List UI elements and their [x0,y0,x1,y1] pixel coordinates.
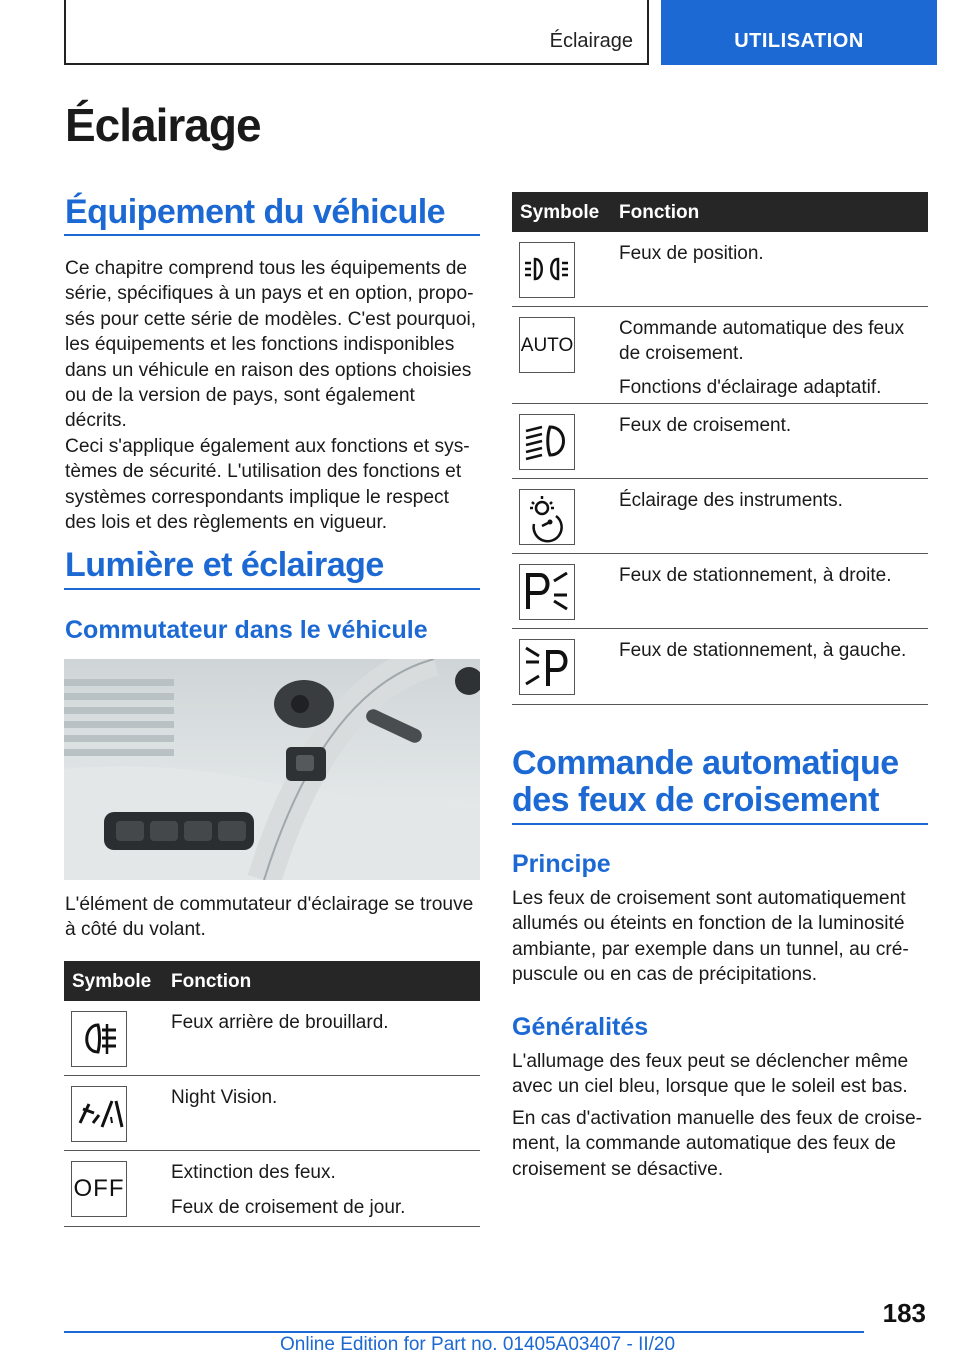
table-row [512,479,928,554]
function-text: Night Vision. [171,1087,278,1108]
night-vision-icon [71,1086,127,1142]
text-line: ment, la commande automatique des feux de [512,1133,896,1155]
symbol-label: OFF [73,1175,125,1202]
text-line: Ceci s'applique également aux fonctions et sys- [65,435,470,457]
parking-light-right-icon [519,564,575,620]
row-divider [512,704,928,705]
auto-low-beam-heading [512,745,899,819]
principe-paragraph [512,886,928,988]
column-header-function: Fonction [619,202,700,223]
switch-caption [65,892,481,943]
text-line: à côté du volant. [65,919,206,941]
page-title: Éclairage [65,99,261,151]
dashboard-light-switch-photo [64,659,480,880]
function-text: Fonctions d'éclairage adaptatif. [619,377,882,398]
text-line: allumés ou éteints en fonction de la luminosité [512,913,905,935]
header-section-box [64,0,649,65]
function-description [171,1161,476,1220]
table-row [512,554,928,629]
principe-heading: Principe [512,850,611,878]
dashboard-illustration [64,659,480,880]
switch-subheading: Commutateur dans le véhicule [65,616,428,644]
text-line: les équipements et les fonctions indisponibles [65,334,455,356]
symbol-label: AUTO [520,335,574,356]
generalites-paragraph-1 [512,1049,928,1100]
footer-edition: Online Edition for Part no. 01405A03407 - II/20 [280,1334,676,1355]
equipment-heading: Équipement du véhicule [65,193,446,231]
header-chapter-label: UTILISATION [734,30,864,52]
function-text: Commande automatique des feux de croisement. [619,318,905,364]
function-text: Feux de position. [619,243,764,264]
table-header [512,192,928,232]
instrument-lighting-icon [519,489,575,545]
table-row [64,1001,480,1076]
parking-light-left-icon [519,639,575,695]
header-chapter-tab [661,0,937,65]
heading-line: des feux de croisement [512,781,879,819]
column-header-symbol: Symbole [520,202,600,223]
function-text: Extinction des feux. [171,1162,336,1183]
text-line: avec un ciel bleu, lorsque que le soleil est bas. [512,1076,908,1098]
header-section-title: Éclairage [549,30,633,52]
heading-line: Commande automatique [512,744,899,782]
function-description [619,317,924,401]
off-icon [71,1161,127,1217]
text-line: tèmes de sécurité. L'utilisation des fonctions et [65,461,462,483]
table-row [512,307,928,404]
lighting-heading: Lumière et éclairage [65,546,384,584]
text-line: L'allumage des feux peut se déclencher même [512,1051,909,1072]
equipment-heading-rule [64,234,480,236]
text-line: ambiante, par exemple dans un tunnel, au cré- [512,938,909,960]
equipment-paragraph [65,256,481,535]
function-text: Feux de stationnement, à droite. [619,565,892,586]
function-text: Feux de croisement de jour. [171,1196,406,1218]
table-header [64,961,480,1001]
table-row [512,629,928,705]
table-row [512,404,928,479]
text-line: L'élément de commutateur d'éclairage se trouve [65,894,474,915]
low-beam-icon [519,414,575,470]
function-description [171,1011,476,1036]
footer-rule [64,1331,864,1333]
function-description [619,242,924,267]
function-text: Feux de croisement. [619,415,792,436]
rear-fog-light-icon [71,1011,127,1067]
function-text: Feux arrière de brouillard. [171,1012,389,1033]
symbols-table-left [64,961,480,1227]
text-line: ou de la version de pays, sont également décrits. [65,385,415,432]
auto-icon [519,317,575,373]
function-description [619,489,924,514]
symbols-table-right [512,192,928,705]
text-line: Les feux de croisement sont automatiquement [512,888,906,909]
position-lights-icon [519,242,575,298]
function-text: Feux de stationnement, à gauche. [619,640,907,661]
auto-low-beam-heading-rule [512,823,928,825]
row-divider [64,1226,480,1227]
function-description [619,564,924,589]
column-header-symbol: Symbole [72,971,152,992]
function-description [619,414,924,439]
lighting-heading-rule [64,588,480,590]
function-text: Éclairage des instruments. [619,490,843,511]
text-line: des lois et des règlements en vigueur. [65,512,388,534]
text-line: systèmes correspondants implique le respect [65,486,449,508]
text-line: série, spécifiques à un pays et en option, propo- [65,283,474,305]
generalites-heading: Généralités [512,1013,649,1041]
generalites-paragraph-2 [512,1106,928,1182]
text-line: croisement se désactive. [512,1158,724,1180]
table-row [64,1076,480,1151]
column-header-function: Fonction [171,971,252,992]
table-row [64,1151,480,1227]
page-number: 183 [882,1298,926,1328]
text-line: puscule ou en cas de précipitations. [512,964,818,986]
text-line: dans un véhicule en raison des options choisies [65,359,472,381]
text-line: Ce chapitre comprend tous les équipements de [65,258,468,279]
function-description [619,639,924,664]
text-line: sés pour cette série de modèles. C'est pourquoi, [65,308,477,330]
function-description [171,1086,476,1111]
text-line: En cas d'activation manuelle des feux de croise- [512,1108,923,1129]
table-row [512,232,928,307]
